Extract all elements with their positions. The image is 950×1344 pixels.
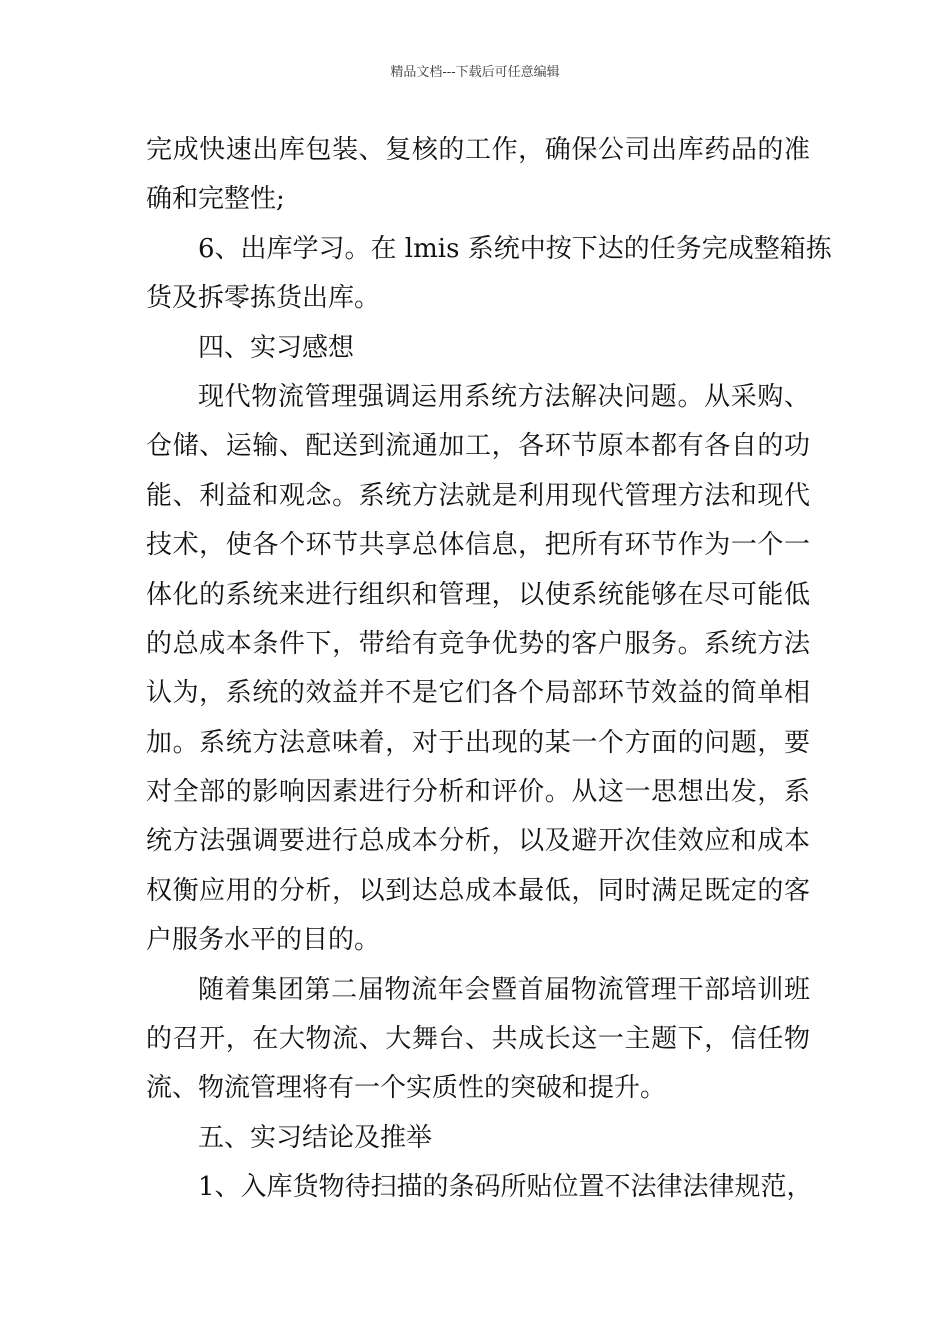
text-line: 加。系统方法意味着，对于出现的某一个方面的问题，要 [146,727,810,758]
text-line: 完成快速出库包装、复核的工作，确保公司出库药品的准 [146,135,810,165]
text-line: 流、物流管理将有一个实质性的突破和提升。 [146,1073,667,1104]
document-body [146,126,832,1213]
text-line: 户服务水平的目的。 [146,925,381,956]
text-line: 认为，系统的效益并不是它们各个局部环节效益的简单相 [146,678,810,709]
text-line: 权衡应用的分析，以到达总成本最低，同时满足既定的客 [146,875,810,906]
text-line: 能、利益和观念。系统方法就是利用现代管理方法和现代 [146,480,810,511]
text-line: 对全部的影响因素进行分析和评价。从这一思想出发，系 [146,777,810,808]
section-heading: 五、实习结论及推举 [198,1122,433,1153]
text-line: 体化的系统来进行组织和管理，以使系统能够在尽可能低 [146,579,810,610]
text-line: 现代物流管理强调运用系统方法解决问题。从采购、 [198,381,810,412]
text-line: 确和完整性; [146,184,285,215]
page-header: 精品文档---下载后可任意编辑 [390,65,560,80]
section-heading: 四、实习感想 [198,332,355,363]
text-line: 的召开，在大物流、大舞台、共成长这一主题下，信任物 [146,1024,810,1055]
text-line: 的总成本条件下，带给有竞争优势的客户服务。系统方法 [146,628,810,659]
text-line: 随着集团第二届物流年会暨首届物流管理干部培训班 [198,974,810,1005]
text-line: 1、入库货物待扫描的条码所贴位置不法律法律规范， [198,1172,813,1203]
text-line: 仓储、运输、配送到流通加工，各环节原本都有各自的功 [146,431,810,462]
text-line: 技术，使各个环节共享总体信息，把所有环节作为一个一 [146,530,810,561]
text-line: 6、出库学习。在 lmis 系统中按下达的任务完成整箱拣 [198,233,832,264]
text-line: 货及拆零拣货出库。 [146,283,381,314]
text-line: 统方法强调要进行总成本分析，以及避开次佳效应和成本 [146,826,810,857]
